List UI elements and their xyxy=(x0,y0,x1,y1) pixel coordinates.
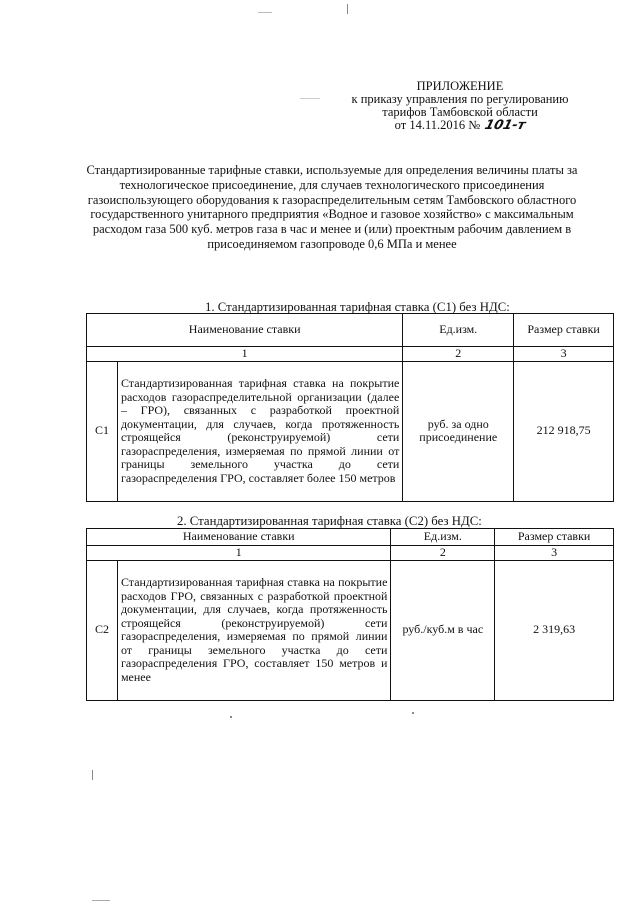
rate-unit: руб. за одно присоединение xyxy=(403,361,514,501)
table1-header-row xyxy=(87,314,614,347)
table2-number-row xyxy=(87,546,614,561)
header-name: Наименование ставки xyxy=(87,529,391,546)
scan-mark xyxy=(412,712,414,714)
table2-header-row xyxy=(87,529,614,546)
table1-caption: 1. Стандартизированная тарифная ставка (С1) без НДС: xyxy=(205,300,510,314)
column-number: 2 xyxy=(403,347,514,362)
column-number: 3 xyxy=(514,347,614,362)
header-unit: Ед.изм. xyxy=(403,314,514,347)
header-unit: Ед.изм. xyxy=(391,529,495,546)
header-value: Размер ставки xyxy=(495,529,614,546)
rate-description: Стандартизированная тарифная ставка на покрытие расходов газораспределительной организации (далее – ГРО), связанных с разработкой проектной документации, для случаев, когда протяженность строящейся (реконструируемой) сети газораспределения, измеряемая по прямой линии от границы земельного участка до сети газораспределения ГРО, составляет более 150 метров xyxy=(117,361,402,501)
table2-caption: 2. Стандартизированная тарифная ставка (С2) без НДС: xyxy=(177,514,482,528)
scan-mark xyxy=(258,12,272,13)
rate-value: 2 319,63 xyxy=(495,560,614,700)
document-title: Стандартизированные тарифные ставки, используемые для определения величины платы за технологическое присоединение, для случаев технологического присоединения газоиспользующего оборудования к газораспределительным сетям Тамбовского областного государственного унитарного предприятия «Водное и газовое хозяйство» с максимальным расходом газа 500 куб. метров газа в час и менее и (или) проектным рабочим давлением в присоединяемом газопроводе 0,6 МПа и менее xyxy=(86,163,578,251)
table2-row xyxy=(87,560,614,700)
rate-description: Стандартизированная тарифная ставка на покрытие расходов ГРО, связанных с разработкой проектной документации, для случаев, когда протяженность строящейся (реконструируемой) сети газораспределения, измеряемая по прямой линии от границы земельного участка до сети газораспределения ГРО, составляет 150 метров и менее xyxy=(117,560,390,700)
table1 xyxy=(86,313,614,502)
order-number: 101-т xyxy=(483,118,528,133)
appendix-date-line xyxy=(300,119,620,132)
scan-mark xyxy=(92,900,110,901)
rate-value: 212 918,75 xyxy=(514,361,614,501)
scan-mark xyxy=(230,716,232,718)
appendix-line-2: тарифов Тамбовской области xyxy=(382,105,538,119)
appendix-date: от 14.11.2016 № xyxy=(394,118,481,132)
header-name: Наименование ставки xyxy=(87,314,403,347)
appendix-header xyxy=(300,80,620,132)
table1-row xyxy=(87,361,614,501)
table2 xyxy=(86,528,614,701)
scan-mark xyxy=(347,4,348,14)
rate-code: С2 xyxy=(87,560,118,700)
column-number: 2 xyxy=(391,546,495,561)
appendix-line-1: к приказу управления по регулированию xyxy=(351,92,569,106)
column-number: 1 xyxy=(87,546,391,561)
column-number: 1 xyxy=(87,347,403,362)
rate-unit: руб./куб.м в час xyxy=(391,560,495,700)
table1-number-row xyxy=(87,347,614,362)
column-number: 3 xyxy=(495,546,614,561)
appendix-title: ПРИЛОЖЕНИЕ xyxy=(416,79,504,93)
scan-mark xyxy=(92,770,93,780)
header-value: Размер ставки xyxy=(514,314,614,347)
rate-code: С1 xyxy=(87,361,118,501)
